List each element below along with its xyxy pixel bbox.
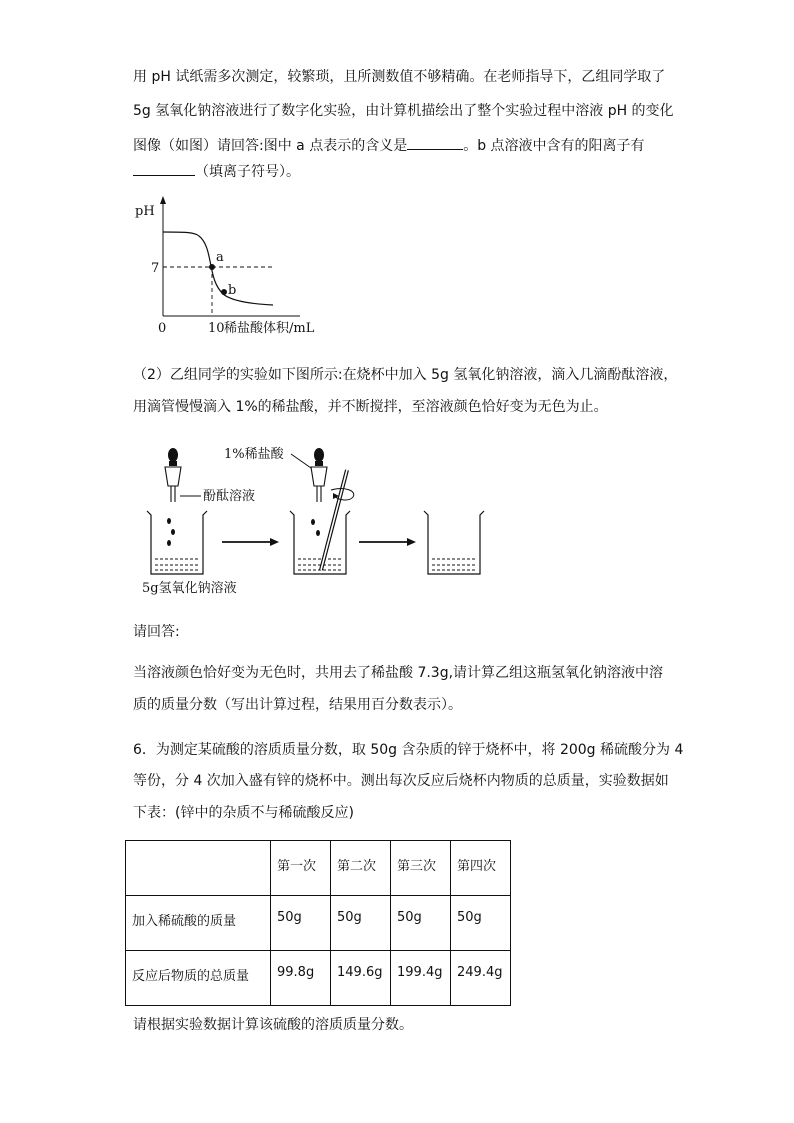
table-header-cell — [126, 841, 271, 896]
drops-1 — [167, 518, 175, 546]
para1-line3-tail: 。b 点溶液中含有的阳离子有 — [463, 138, 645, 154]
x-tick-10: 10 — [208, 321, 225, 336]
table-cell: 反应后物质的总质量 — [126, 951, 271, 1006]
table-cell: 加入稀硫酸的质量 — [126, 896, 271, 951]
point-a-label: a — [216, 250, 224, 265]
drops-2 — [311, 519, 320, 536]
para1-line3 — [133, 135, 645, 155]
table-header-cell: 第四次 — [451, 841, 511, 896]
para1-line4 — [133, 161, 300, 181]
para1-line3-text: 图像（如图）请回答:图中 a 点表示的含义是 — [133, 138, 408, 154]
y-axis-label: pH — [135, 204, 155, 219]
para2-line2: 用滴管慢慢滴入 1%的稀盐酸，并不断搅拌，至溶液颜色恰好变为无色为止。 — [133, 399, 608, 415]
table-cell: 50g — [391, 896, 451, 951]
point-b-label: b — [228, 283, 237, 298]
label-solution: 5g氢氧化钠溶液 — [142, 581, 237, 596]
point-b-dot — [221, 289, 227, 295]
question-line2: 质的质量分数（写出计算过程，结果用百分数表示）。 — [133, 697, 462, 713]
para2-line1: （2）乙组同学的实验如下图所示:在烧杯中加入 5g 氢氧化钠溶液，滴入几滴酚酞溶液， — [133, 367, 678, 383]
table-header-cell: 第一次 — [271, 841, 331, 896]
label-indicator: 酚酞溶液 — [203, 489, 256, 504]
y-tick-7: 7 — [151, 261, 160, 276]
answer-prompt: 请回答: — [133, 624, 180, 640]
apparatus-diagram — [125, 438, 495, 603]
table-cell: 50g — [271, 896, 331, 951]
table-header-cell: 第三次 — [391, 841, 451, 896]
table-header-cell: 第二次 — [331, 841, 391, 896]
beaker-2 — [290, 511, 350, 574]
table-cell: 149.6g — [331, 951, 391, 1006]
ph-graph — [125, 190, 345, 340]
data-table — [125, 840, 511, 1006]
dropper-2 — [291, 448, 327, 502]
answer-blank-b[interactable] — [133, 161, 195, 176]
answer-blank-a[interactable] — [407, 135, 463, 150]
stirring-rod — [321, 470, 354, 570]
q6-line2: 等份，分 4 次加入盛有锌的烧杯中。测出每次反应后烧杯内物质的总质量，实验数据如 — [133, 773, 669, 789]
q6-line1: 6．为测定某硫酸的溶质质量分数，取 50g 含杂质的锌于烧杯中，将 200g 稀硫酸分为 4 — [133, 742, 684, 758]
origin-label: 0 — [158, 321, 167, 336]
para1-line1: 用 pH 试纸需多次测定，较繁琐，且所测数值不够精确。在老师指导下，乙组同学取了 — [133, 69, 666, 85]
question-line1: 当溶液颜色恰好变为无色时，共用去了稀盐酸 7.3g,请计算乙组这瓶氢氧化钠溶液中溶 — [133, 665, 664, 681]
q6-line3: 下表：(锌中的杂质不与稀硫酸反应) — [133, 805, 354, 821]
table-row — [126, 896, 511, 951]
dropper-1 — [165, 448, 201, 502]
beaker-3 — [424, 511, 484, 574]
beaker-1 — [147, 511, 207, 574]
para1-line2: 5g 氢氧化钠溶液进行了数字化实验，由计算机描绘出了整个实验过程中溶液 pH 的变化 — [133, 103, 674, 119]
point-a-dot — [209, 264, 215, 270]
arrow-2-head — [407, 538, 416, 546]
table-row — [126, 951, 511, 1006]
arrow-1-head — [270, 538, 279, 546]
ph-curve — [163, 232, 273, 305]
label-acid: 1%稀盐酸 — [224, 447, 284, 462]
table-cell: 249.4g — [451, 951, 511, 1006]
x-axis-label: 稀盐酸体积/mL — [224, 321, 315, 336]
table-cell: 50g — [331, 896, 391, 951]
table-cell: 199.4g — [391, 951, 451, 1006]
para1-line4-tail: （填离子符号）。 — [195, 164, 300, 180]
y-axis-arrow — [160, 196, 166, 204]
q6-final: 请根据实验数据计算该硫酸的溶质质量分数。 — [133, 1017, 413, 1033]
table-cell: 99.8g — [271, 951, 331, 1006]
table-header-row — [126, 841, 511, 896]
table-cell: 50g — [451, 896, 511, 951]
